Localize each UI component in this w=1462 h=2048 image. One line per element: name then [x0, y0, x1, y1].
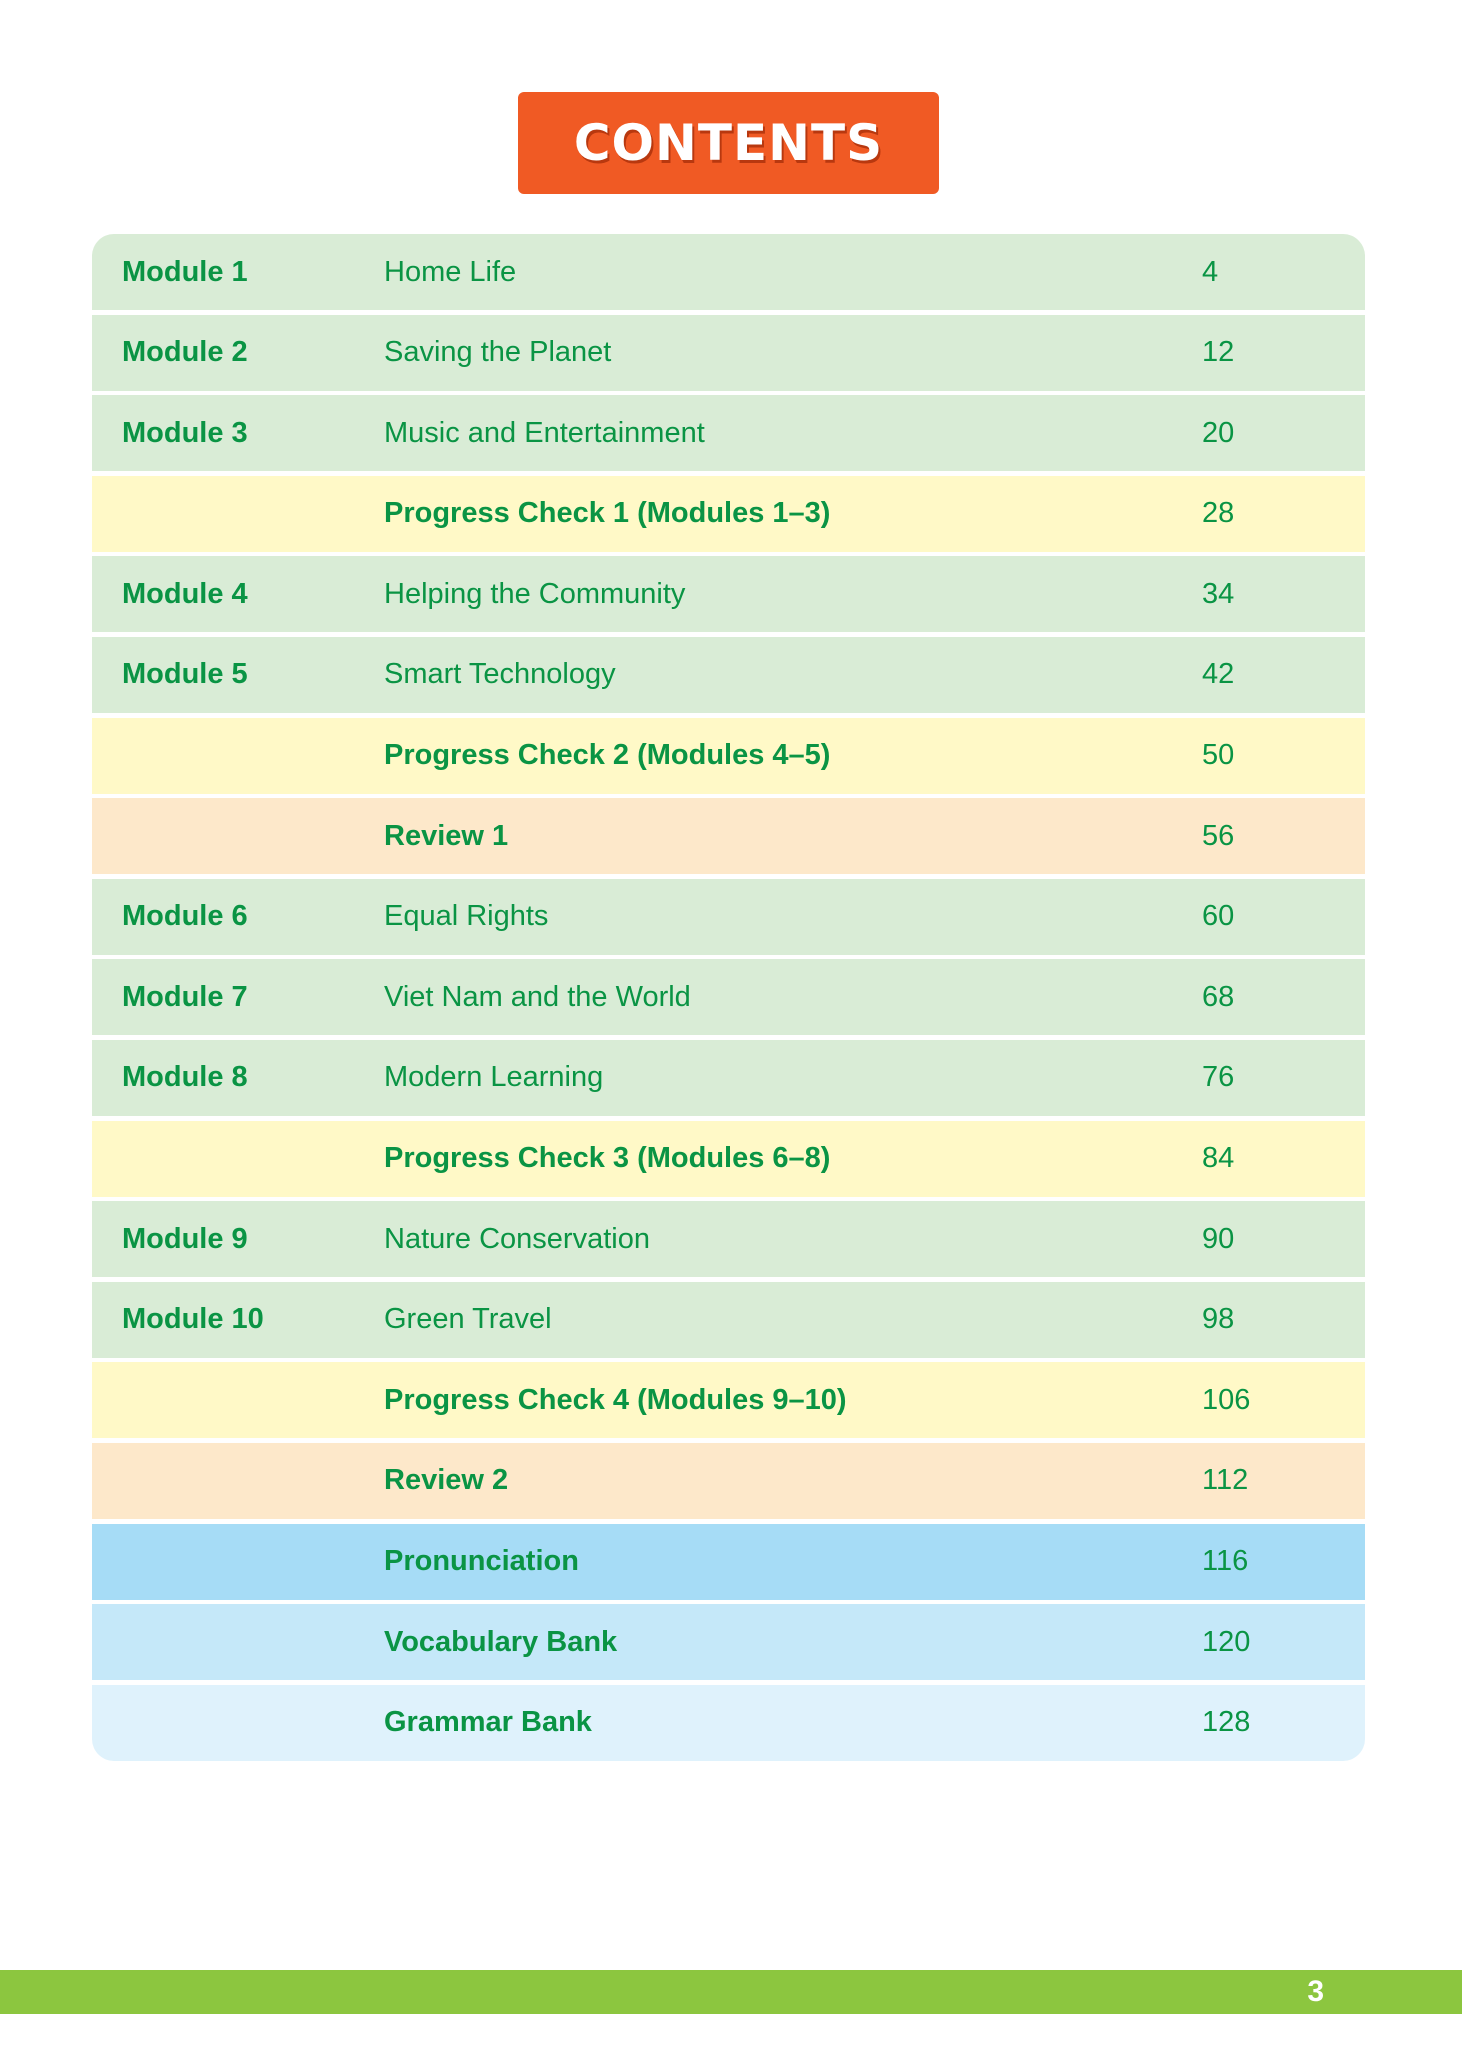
module-label: Module 2 — [122, 336, 248, 369]
section-title: Equal Rights — [384, 900, 549, 933]
page-ref: 112 — [1202, 1464, 1249, 1497]
page-number: 3 — [1307, 1975, 1324, 2008]
toc-row — [92, 556, 1365, 632]
page-ref: 84 — [1202, 1142, 1235, 1175]
toc-row — [92, 637, 1365, 713]
section-title: Review 1 — [384, 819, 509, 852]
page-ref: 90 — [1202, 1222, 1235, 1255]
contents-table — [92, 234, 1365, 1761]
toc-row — [92, 798, 1365, 874]
page-ref: 12 — [1202, 336, 1235, 369]
section-title: Home Life — [384, 255, 517, 288]
toc-row — [92, 1362, 1365, 1438]
toc-row — [92, 1121, 1365, 1197]
module-label: Module 9 — [122, 1222, 248, 1255]
page-ref: 128 — [1202, 1706, 1251, 1739]
toc-row — [92, 1282, 1365, 1358]
module-label: Module 3 — [122, 416, 248, 449]
toc-row — [92, 234, 1365, 310]
toc-row — [92, 476, 1365, 552]
page-ref: 116 — [1202, 1545, 1249, 1577]
section-title: Progress Check 1 (Modules 1–3) — [384, 497, 831, 530]
page-ref: 68 — [1202, 980, 1235, 1013]
toc-row — [92, 959, 1365, 1035]
toc-row — [92, 1443, 1365, 1519]
page-ref: 76 — [1202, 1061, 1235, 1094]
section-title: Music and Entertainment — [384, 416, 705, 449]
toc-row — [92, 1201, 1365, 1277]
page-ref: 60 — [1202, 900, 1235, 933]
toc-row — [92, 1604, 1365, 1680]
section-title: Modern Learning — [384, 1061, 604, 1094]
module-label: Module 6 — [122, 900, 248, 933]
section-title: Nature Conservation — [384, 1222, 650, 1255]
module-label: Module 10 — [122, 1303, 264, 1336]
section-title: Review 2 — [384, 1464, 509, 1497]
toc-row — [92, 315, 1365, 391]
page-ref: 56 — [1202, 819, 1235, 852]
section-title: Progress Check 2 (Modules 4–5) — [384, 739, 831, 772]
module-label: Module 5 — [122, 658, 248, 691]
toc-row — [92, 1040, 1365, 1116]
page-ref: 106 — [1202, 1383, 1251, 1416]
toc-row — [92, 718, 1365, 794]
page-title: CONTENTS — [573, 114, 884, 172]
toc-row — [92, 1685, 1365, 1761]
module-label: Module 7 — [122, 980, 248, 1013]
section-title: Progress Check 3 (Modules 6–8) — [384, 1142, 831, 1175]
section-title: Helping the Community — [384, 577, 686, 610]
section-title: Vocabulary Bank — [384, 1625, 618, 1658]
section-title: Smart Technology — [384, 658, 616, 691]
section-title: Viet Nam and the World — [384, 980, 691, 1013]
page-ref: 98 — [1202, 1303, 1235, 1336]
module-label: Module 8 — [122, 1061, 248, 1094]
contents-title-box — [518, 92, 939, 194]
toc-row — [92, 395, 1365, 471]
section-title: Saving the Planet — [384, 336, 612, 369]
page-ref: 50 — [1202, 739, 1235, 772]
page-ref: 42 — [1202, 658, 1235, 691]
section-title: Pronunciation — [384, 1545, 579, 1577]
footer-bar — [0, 1970, 1462, 2014]
section-title: Green Travel — [384, 1303, 552, 1336]
page-ref: 34 — [1202, 577, 1235, 610]
section-title: Grammar Bank — [384, 1706, 592, 1739]
page-ref: 4 — [1202, 255, 1219, 288]
module-label: Module 4 — [122, 577, 248, 610]
page-ref: 28 — [1202, 497, 1235, 530]
toc-row — [92, 1524, 1365, 1600]
module-label: Module 1 — [122, 255, 248, 288]
page-ref: 20 — [1202, 416, 1235, 449]
section-title: Progress Check 4 (Modules 9–10) — [384, 1383, 847, 1416]
page-ref: 120 — [1202, 1625, 1251, 1658]
toc-row — [92, 879, 1365, 955]
